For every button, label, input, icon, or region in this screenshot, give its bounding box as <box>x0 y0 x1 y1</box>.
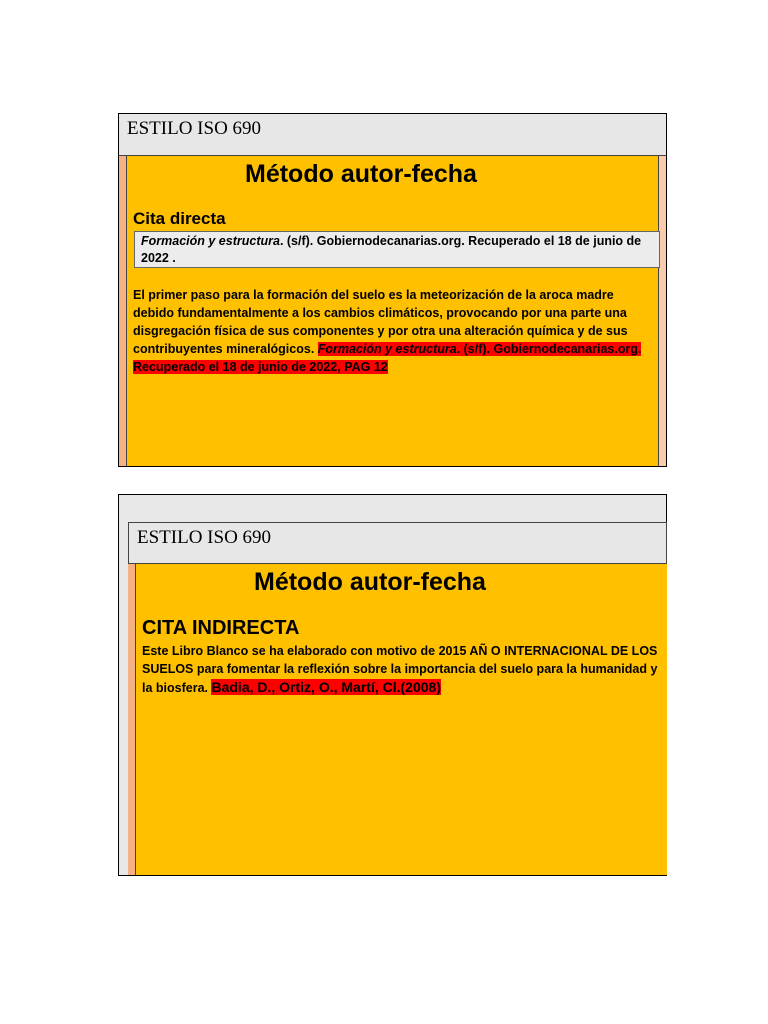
slide-2-subtitle: CITA INDIRECTA <box>142 617 300 639</box>
slide-2-paragraph-text: Este Libro Blanco se ha elaborado con motivo de 2015 AÑ O INTERNACIONAL DE LOS SUELOS para fomentar la reflexión sobre la importancia del suelo para la humanidad y la biosfera. <box>142 644 658 695</box>
slide-2-content-panel <box>136 564 667 875</box>
slide-1-citation-rest: . (s/f). Gobiernodecanarias.org. Recuperado el 18 de junio de 2022, PAG 12 <box>133 342 642 374</box>
slide-1-left-strip <box>119 156 127 466</box>
slide-1-reference-box <box>134 231 660 268</box>
slide-1-reference-italic: Formación y estructura <box>141 234 280 248</box>
slide-1-header <box>119 114 666 156</box>
slide-1 <box>118 113 667 467</box>
slide-1-reference-rest: . (s/f). Gobiernodecanarias.org. Recuperado el 18 de junio de 2022 . <box>141 234 642 265</box>
slide-2-title: Método autor-fecha <box>254 568 486 596</box>
slide-2-citation: Badia, D., Ortiz, O., Martí, Cl.(2008) <box>211 679 441 695</box>
slide-2 <box>118 494 667 876</box>
slide-1-right-strip <box>658 156 666 466</box>
slide-1-subtitle: Cita directa <box>133 209 226 228</box>
slide-1-paragraph <box>133 286 653 376</box>
slide-2-header-text: ESTILO ISO 690 <box>137 527 272 548</box>
slide-2-left-strip <box>128 564 136 875</box>
slide-1-header-text: ESTILO ISO 690 <box>127 118 262 139</box>
slide-2-header <box>128 522 667 564</box>
slide-1-citation-italic: Formación y estructura <box>317 342 457 356</box>
slide-2-paragraph <box>142 642 662 697</box>
slide-1-title: Método autor-fecha <box>245 160 477 188</box>
slide-1-paragraph-text: El primer paso para la formación del suelo es la meteorización de la aroca madre debido fundamentalmente a los cambios climáticos, provocando por una parte una disgregación física de sus componentes y por otra una alteración química y de sus contribuyentes mineralógicos. <box>133 288 628 356</box>
slide-1-content-panel <box>127 156 658 466</box>
